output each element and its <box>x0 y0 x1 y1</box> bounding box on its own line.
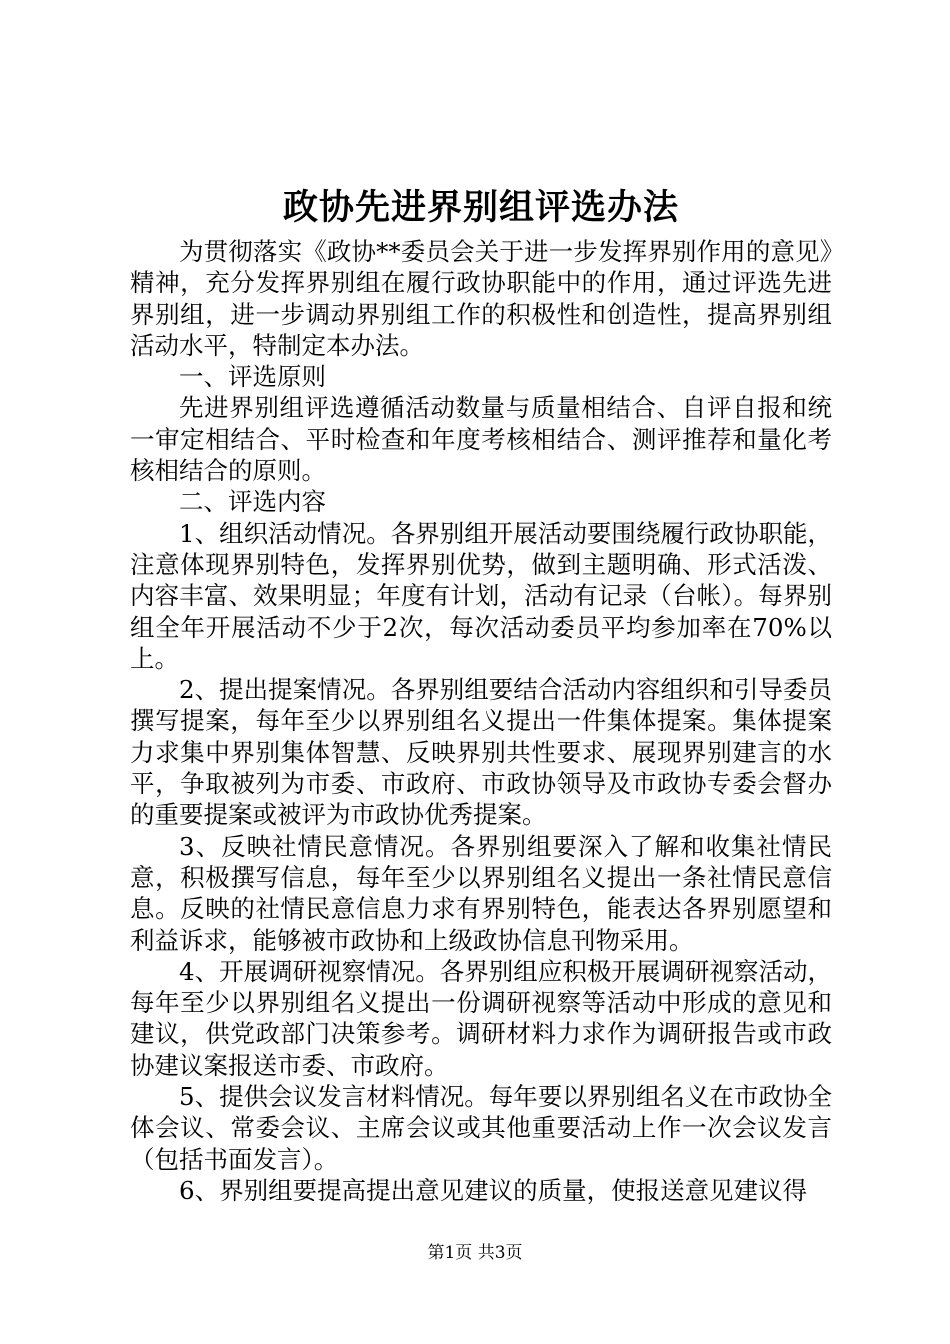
section-heading-principles: 一、评选原则 <box>179 362 326 392</box>
document-page <box>130 184 832 1206</box>
content-item-6: 6、界别组要提高提出意见建议的质量，使报送意见建议得 <box>179 1175 808 1205</box>
intro-paragraph: 为贯彻落实《政协**委员会关于进一步发挥界别作用的意见》精神，充分发挥界别组在履行政协职能中的作用，通过评选先进界别组，进一步调动界别组工作的积极性和创造性，提高界别组活动水平，特制定本办法。 <box>130 237 832 360</box>
content-item-1: 1、组织活动情况。各界别组开展活动要围绕履行政协职能，注意体现界别特色，发挥界别优势，做到主题明确、形式活泼、内容丰富、效果明显；年度有计划，活动有记录（台帐）。每界别组全年开展活动不少于2次，每次活动委员平均参加率在70%以上。 <box>130 518 832 673</box>
principles-paragraph: 先进界别组评选遵循活动数量与质量相结合、自评自报和统一审定相结合、平时检查和年度考核相结合、测评推荐和量化考核相结合的原则。 <box>130 393 832 486</box>
content-item-2: 2、提出提案情况。各界别组要结合活动内容组织和引导委员撰写提案，每年至少以界别组名义提出一件集体提案。集体提案力求集中界别集体智慧、反映界别共性要求、展现界别建言的水平，争取被列为市委、市政府、市政协领导及市政协专委会督办的重要提案或被评为市政协优秀提案。 <box>130 675 832 830</box>
content-item-3: 3、反映社情民意情况。各界别组要深入了解和收集社情民意，积极撰写信息，每年至少以界别组名义提出一条社情民意信息。反映的社情民意信息力求有界别特色，能表达各界别愿望和利益诉求，能够被市政协和上级政协信息刊物采用。 <box>130 831 832 955</box>
content-item-5: 5、提供会议发言材料情况。每年要以界别组名义在市政协全体会议、常委会议、主席会议或其他重要活动上作一次会议发言（包括书面发言）。 <box>130 1082 832 1174</box>
page-footer: 第1页 共3页 <box>427 1243 523 1263</box>
document-title: 政协先进界别组评选办法 <box>282 187 679 228</box>
content-item-4: 4、开展调研视察情况。各界别组应积极开展调研视察活动，每年至少以界别组名义提出一份调研视察等活动中形成的意见和建议，供党政部门决策参考。调研材料力求作为调研报告或市政协建议案报送市委、市政府。 <box>130 956 832 1080</box>
section-heading-content: 二、评选内容 <box>179 487 326 517</box>
